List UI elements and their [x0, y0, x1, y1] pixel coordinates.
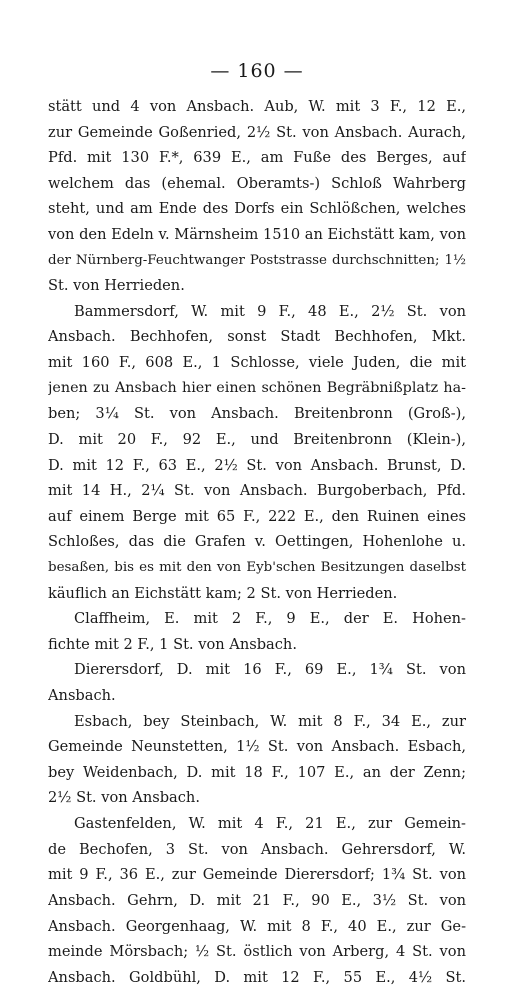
- text-line: bey Weidenbach, D. mit 18 F., 107 E., an der Zenn;: [48, 763, 466, 781]
- text-line: de Bechofen, 3 St. von Ansbach. Gehrersdorf, W.: [48, 840, 466, 858]
- text-line: Esbach, bey Steinbach, W. mit 8 F., 34 E., zur: [74, 712, 466, 730]
- text-line: mit 14 H., 2¼ St. von Ansbach. Burgoberbach, Pfd.: [48, 482, 466, 500]
- text-line: auf einem Berge mit 65 F., 222 E., den Ruinen eines: [48, 507, 466, 525]
- text-line: mit 9 F., 36 E., zur Gemeinde Dierersdorf; 1¾ St. von: [48, 866, 466, 884]
- text-line: Schloßes, das die Grafen v. Oettingen, Hohenlohe u.: [48, 533, 466, 551]
- text-line: Dierersdorf, D. mit 16 F., 69 E., 1¾ St. von: [74, 661, 466, 679]
- text-line: zur Gemeinde Goßenried, 2½ St. von Ansbach. Aurach,: [48, 123, 466, 141]
- text-line: stätt und 4 von Ansbach. Aub, W. mit 3 F., 12 E.,: [48, 98, 466, 115]
- text-line: Ansbach. Gehrn, D. mit 21 F., 90 E., 3½ St. von: [48, 891, 466, 909]
- text-line: Ansbach. Bechhofen, sonst Stadt Bechhofen, Mkt.: [48, 328, 466, 346]
- text-line: D. mit 12 F., 63 E., 2½ St. von Ansbach. Brunst, D.: [48, 456, 466, 474]
- text-line: Ansbach. Georgenhaag, W. mit 8 F., 40 E., zur Ge-: [48, 917, 466, 935]
- text-line: käuflich an Eichstätt kam; 2 St. von Herrieden.: [48, 584, 398, 602]
- text-line: Ansbach. Goldbühl, D. mit 12 F., 55 E., 4½ St.: [48, 968, 466, 986]
- text-line: steht, und am Ende des Dorfs ein Schlößchen, welches: [48, 200, 466, 218]
- text-line: meinde Mörsbach; ½ St. östlich von Arberg, 4 St. von: [48, 943, 466, 961]
- text-line: Pfd. mit 130 F.*, 639 E., am Fuße des Berges, auf: [48, 149, 466, 167]
- page-number: — 160 —: [210, 60, 304, 82]
- text-line: D. mit 20 F., 92 E., und Breitenbronn (Klein-),: [48, 430, 466, 448]
- text-line: von den Edeln v. Märnsheim 1510 an Eichstätt kam, von: [48, 226, 466, 244]
- text-line: welchem das (ehemal. Oberamts-) Schloß Wahrberg: [48, 174, 466, 192]
- text-line: 2½ St. von Ansbach.: [48, 789, 200, 807]
- text-line: ben; 3¼ St. von Ansbach. Breitenbronn (Groß-),: [48, 405, 466, 423]
- text-line: Bammersdorf, W. mit 9 F., 48 E., 2½ St. von: [74, 302, 466, 320]
- text-line: Ansbach.: [48, 687, 116, 705]
- text-line: St. von Herrieden.: [48, 277, 185, 295]
- text-line: besaßen, bis es mit den von Eyb'schen Besitzungen daselbst: [48, 559, 466, 575]
- text-line: fichte mit 2 F., 1 St. von Ansbach.: [48, 635, 297, 653]
- text-line: der Nürnberg-Feuchtwanger Poststrasse durchschnitten; 1½: [48, 252, 466, 268]
- text-body: [48, 94, 466, 990]
- text-line: Claffheim, E. mit 2 F., 9 E., der E. Hohen-: [74, 610, 466, 628]
- text-line: Gastenfelden, W. mit 4 F., 21 E., zur Gemein-: [74, 815, 466, 833]
- text-line: Gemeinde Neunstetten, 1½ St. von Ansbach. Esbach,: [48, 738, 466, 756]
- text-line: mit 160 F., 608 E., 1 Schlosse, viele Juden, die mit: [48, 354, 466, 372]
- text-line: jenen zu Ansbach hier einen schönen Begräbnißplatz ha-: [48, 379, 466, 396]
